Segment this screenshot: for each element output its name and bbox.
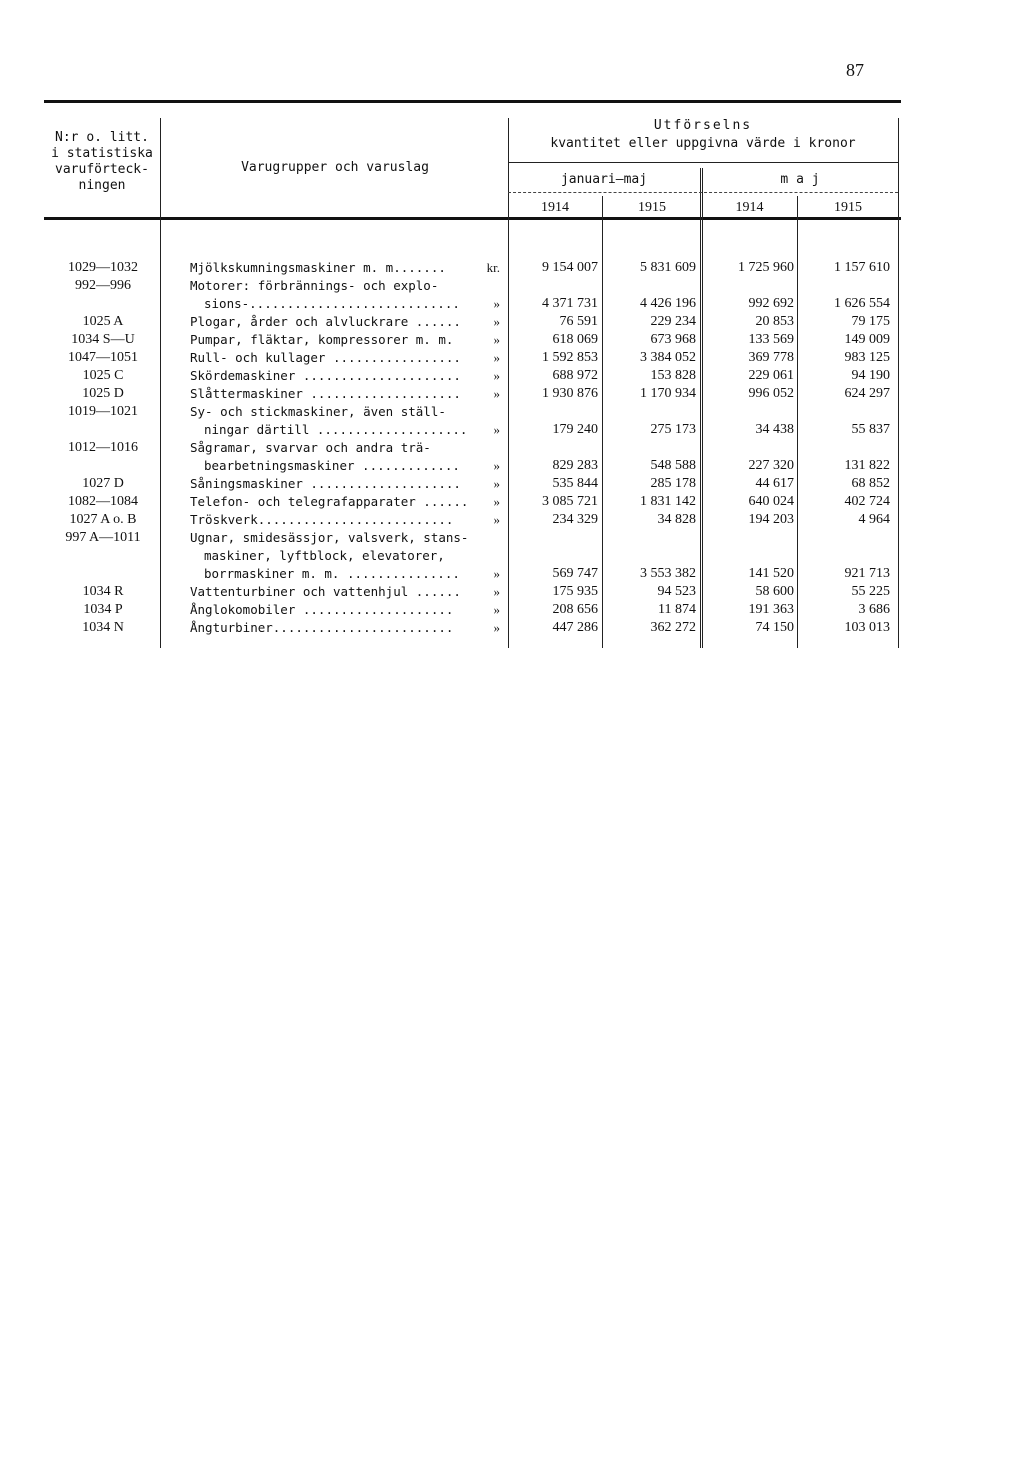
header-period-1: januari—maj [560,172,648,187]
row-value: 194 203 [748,512,794,527]
row-value: 58 600 [755,584,794,599]
row-description: sions-............................ [204,296,460,311]
row-value: 992 692 [748,296,794,311]
row-description: Ånglokomobiler .................... [190,602,454,617]
row-value: 141 520 [748,566,794,581]
row-value: 1 170 934 [640,386,696,401]
row-value: 1 626 554 [834,296,890,311]
row-value: 9 154 007 [542,260,598,275]
row-unit: » [493,494,500,509]
header-year: 1914 [541,200,569,215]
row-value: 44 617 [755,476,794,491]
header-group-title: Utförselns [653,118,753,133]
row-description: Såningsmaskiner .................... [190,476,461,491]
row-value: 402 724 [844,494,890,509]
row-unit: » [493,314,500,329]
row-value: 20 853 [755,314,794,329]
row-value: 1 592 853 [542,350,598,365]
row-value: 996 052 [748,386,794,401]
row-value: 640 024 [748,494,794,509]
row-unit: » [493,386,500,401]
row-code: 1034 P [83,602,123,617]
row-value: 3 553 382 [640,566,696,581]
row-value: 175 935 [552,584,598,599]
row-value: 79 175 [851,314,890,329]
row-description: Vattenturbiner och vattenhjul ...... [190,584,461,599]
row-value: 1 157 610 [834,260,890,275]
row-value: 55 837 [851,422,890,437]
row-unit: » [493,584,500,599]
header-code-line: varuförteck- [55,162,149,177]
row-value: 74 150 [755,620,794,635]
row-unit: » [493,422,500,437]
row-code: 1034 N [82,620,124,635]
row-unit: » [493,350,500,365]
column-divider-code [160,118,161,648]
row-code: 1012—1016 [68,440,138,455]
row-value: 829 283 [552,458,598,473]
row-value: 179 240 [552,422,598,437]
row-unit: » [493,476,500,491]
header-period-rule [508,192,898,193]
row-value: 3 085 721 [542,494,598,509]
row-unit: » [493,368,500,383]
row-code: 992—996 [75,278,131,293]
row-value: 229 234 [650,314,696,329]
row-description: Ugnar, smidesässjor, valsverk, stans- [190,530,469,545]
row-value: 229 061 [748,368,794,383]
row-value: 983 125 [844,350,890,365]
header-desc-column: Varugrupper och varuslag [241,160,429,175]
row-description: Motorer: förbrännings- och explo- [190,278,439,293]
row-unit: » [493,566,500,581]
row-code: 997 A—1011 [65,530,141,545]
row-unit: » [493,620,500,635]
header-subrule [508,162,898,163]
row-value: 688 972 [552,368,598,383]
row-code: 1027 A o. B [69,512,137,527]
row-description: Skördemaskiner ..................... [190,368,461,383]
row-value: 133 569 [748,332,794,347]
row-value: 447 286 [552,620,598,635]
header-group-subtitle: kvantitet eller uppgivna värde i kronor [550,136,856,151]
row-unit: kr. [486,260,500,275]
row-description: Rull- och kullager ................. [190,350,461,365]
row-value: 191 363 [748,602,794,617]
row-description: Slåttermaskiner .................... [190,386,461,401]
row-value: 3 384 052 [640,350,696,365]
header-code-line: i statistiska [51,146,153,161]
row-value: 208 656 [552,602,598,617]
row-value: 275 173 [650,422,696,437]
header-code-line: ningen [78,178,126,193]
row-value: 4 371 731 [542,296,598,311]
row-value: 34 438 [755,422,794,437]
row-code: 1034 R [82,584,124,599]
row-description: Tröskverk.......................... [190,512,454,527]
row-value: 11 874 [658,602,696,617]
page-number: 87 [846,60,864,80]
header-year: 1915 [834,200,862,215]
row-value: 103 013 [844,620,890,635]
row-value: 4 426 196 [640,296,696,311]
row-value: 131 822 [844,458,890,473]
row-description: maskiner, lyftblock, elevatorer, [204,548,445,563]
row-description: bearbetningsmaskiner ............. [204,458,460,473]
column-divider-1914-1915 [602,196,603,648]
row-code: 1025 D [82,386,124,401]
row-value: 55 225 [851,584,890,599]
column-divider-maj-years [797,196,798,648]
header-code-line: N:r o. litt. [55,130,149,145]
row-value: 535 844 [552,476,598,491]
row-value: 673 968 [650,332,696,347]
header-period-2: m a j [780,172,820,187]
header-year: 1915 [638,200,666,215]
table-right-border [898,118,899,648]
row-description: ningar därtill .................... [204,422,468,437]
row-value: 369 778 [748,350,794,365]
header-rule [44,217,901,220]
row-code: 1082—1084 [68,494,138,509]
row-unit: » [493,458,500,473]
row-description: Pumpar, fläktar, kompressorer m. m. [190,332,454,347]
row-value: 227 320 [748,458,794,473]
row-description: borrmaskiner m. m. ............... [204,566,460,581]
row-value: 362 272 [650,620,696,635]
row-description: Sy- och stickmaskiner, även ställ- [190,404,446,419]
row-code: 1027 D [82,476,124,491]
row-value: 1 725 960 [738,260,794,275]
row-value: 548 588 [650,458,696,473]
row-value: 94 190 [851,368,890,383]
top-rule [44,100,901,103]
row-code: 1029—1032 [68,260,138,275]
row-code: 1019—1021 [68,404,138,419]
row-value: 3 686 [858,602,890,617]
row-value: 149 009 [844,332,890,347]
row-code: 1034 S—U [71,332,135,347]
row-unit: » [493,512,500,527]
row-value: 68 852 [851,476,890,491]
row-value: 1 930 876 [542,386,598,401]
row-description: Mjölkskumningsmaskiner m. m....... [190,260,446,275]
row-value: 4 964 [858,512,890,527]
row-unit: » [493,332,500,347]
row-code: 1025 A [82,314,124,329]
row-value: 94 523 [657,584,696,599]
row-value: 153 828 [650,368,696,383]
row-value: 5 831 609 [640,260,696,275]
row-code: 1047—1051 [68,350,138,365]
row-description: Plogar, årder och alvluckrare ...... [190,314,461,329]
row-value: 234 329 [552,512,598,527]
row-unit: » [493,602,500,617]
row-value: 1 831 142 [640,494,696,509]
row-code: 1025 C [82,368,124,383]
row-value: 921 713 [844,566,890,581]
row-value: 618 069 [552,332,598,347]
row-value: 76 591 [559,314,598,329]
row-description: Sågramar, svarvar och andra trä- [190,440,431,455]
row-unit: » [493,296,500,311]
row-value: 624 297 [844,386,890,401]
row-description: Ångturbiner........................ [190,620,454,635]
header-code-column [44,130,160,194]
row-value: 285 178 [650,476,696,491]
row-description: Telefon- och telegrafapparater ...... [190,494,469,509]
row-value: 569 747 [552,566,598,581]
row-value: 34 828 [657,512,696,527]
header-year: 1914 [735,200,764,215]
